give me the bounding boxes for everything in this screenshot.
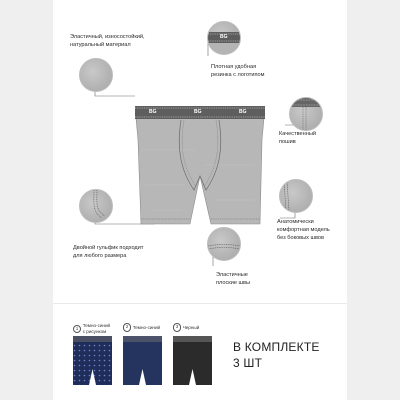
- variant-name-1: Темно-синий с рисунком: [82, 323, 111, 334]
- callout-waistband: Плотная удобная резинка с логотипом: [211, 64, 265, 78]
- variant-swatch-3: [172, 333, 213, 388]
- variant-name-2: Темно-синий: [132, 324, 161, 330]
- callout-seams: Эластичные плоские швы: [216, 272, 250, 286]
- variant-number-3: 3: [173, 323, 181, 331]
- variant-label-2: [123, 318, 160, 332]
- variant-label-1: [73, 318, 110, 334]
- variant-swatch-1: [72, 333, 113, 388]
- variant-name-3: Черный: [182, 324, 200, 330]
- variant-number-2: 2: [123, 323, 131, 331]
- variant-swatch-2: [122, 333, 163, 388]
- set-count-text: В КОМПЛЕКТЕ 3 ШТ: [233, 340, 320, 370]
- waistband-logo-center: BG: [194, 109, 202, 115]
- callout-anatomy: Анатомически комфортная модель без боковых швов: [277, 219, 330, 241]
- callout-gusset: Двойной гульфик подходит для любого размера: [73, 245, 144, 259]
- callout-fabric: Эластичный, износостойкий, натуральный материал: [70, 34, 145, 48]
- variant-label-3: [173, 318, 199, 332]
- waistband-logo-left: BG: [149, 109, 157, 115]
- waistband-logo: BG: [220, 34, 228, 40]
- waistband-logo-right: BG: [239, 109, 247, 115]
- section-divider: [53, 303, 347, 304]
- variant-number-1: 1: [73, 325, 81, 333]
- callout-stitch: Качественный пошив: [279, 131, 316, 145]
